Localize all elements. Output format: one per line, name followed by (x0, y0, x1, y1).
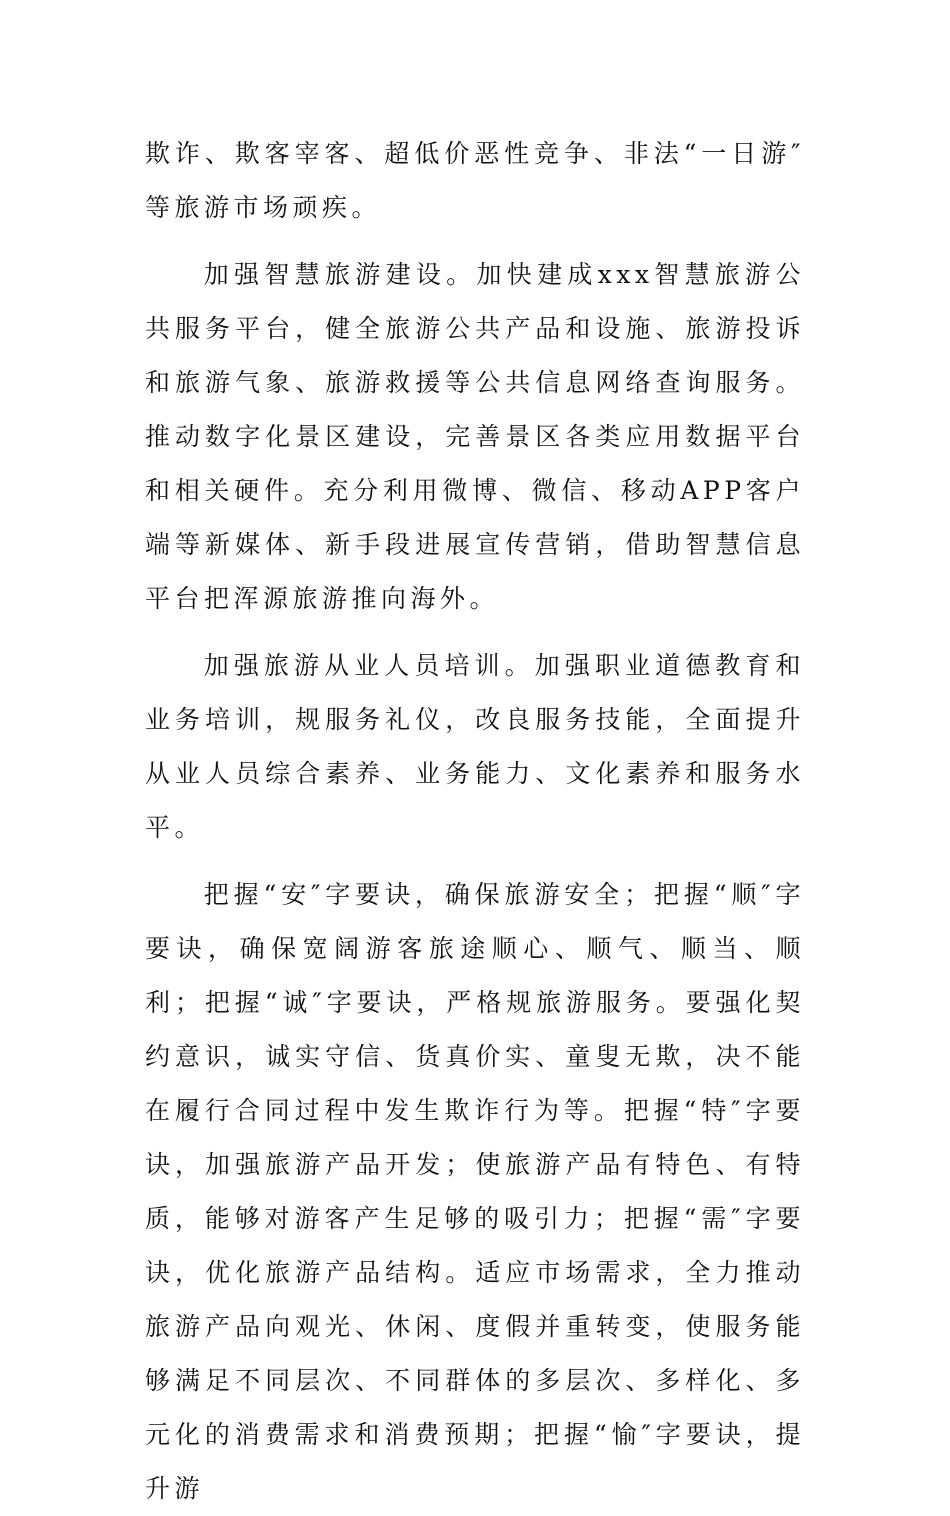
document-body (145, 127, 805, 1516)
paragraph-2: 加强智慧旅游建设。加快建成xxx智慧旅游公共服务平台，健全旅游公共产品和设施、旅游投诉和旅游气象、旅游救援等公共信息网络查询服务。推动数字化景区建设，完善景区各类应用数据平台和相关硬件。充分利用微博、微信、移动APP客户端等新媒体、新手段进展宣传营销，借助智慧信息平台把浑源旅游推向海外。 (145, 260, 805, 613)
paragraph-3: 加强旅游从业人员培训。加强职业道德教育和业务培训，规服务礼仪，改良服务技能，全面提升从业人员综合素养、业务能力、文化素养和服务水平。 (145, 651, 805, 842)
paragraph-4: 把握“安″字要诀，确保旅游安全；把握“顺″字要诀，确保宽阔游客旅途顺心、顺气、顺当、顺利；把握“诚″字要诀，严格规旅游服务。要强化契约意识，诚实守信、货真价实、童叟无欺，决不能在履行合同过程中发生欺诈行为等。把握“特″字要诀，加强旅游产品开发；使旅游产品有特色、有特质，能够对游客产生足够的吸引力；把握“需″字要诀，优化旅游产品结构。适应市场需求，全力推动旅游产品向观光、休闲、度假并重转变，使服务能够满足不同层次、不同群体的多层次、多样化、多元化的消费需求和消费预期；把握“愉″字要诀，提升游 (145, 880, 805, 1503)
paragraph-1: 欺诈、欺客宰客、超低价恶性竞争、非法“一日游″等旅游市场顽疾。 (145, 139, 805, 222)
